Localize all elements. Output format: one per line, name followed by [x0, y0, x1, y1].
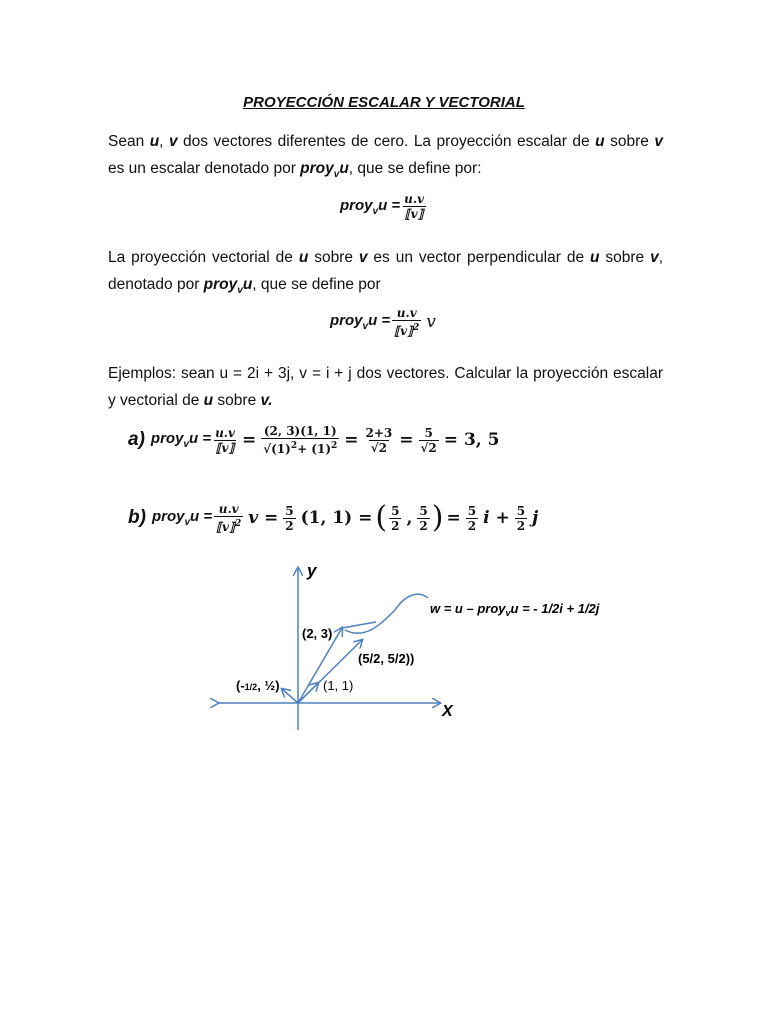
formula-vector-projection: proy$_v$u = $\frac{u.v}{⟦v⟧^2}$ v: [330, 306, 436, 338]
fraction: $\frac{2+3}{√2}$: [365, 425, 393, 455]
paragraph-vector-definition: La proyección vectorial de u sobre v es un vector perpendicular de u sobre v, denotado por proy$_v$u, que se define por: [108, 249, 663, 297]
example-b: b) proy$_v$u = $\frac{u.v}{⟦v⟧^2}$ v = $\frac{5}{2}$ (1, 1) = ( $\frac{5}{2}$ , $\frac{5}{2}$ ) = $\frac{5}{2}$ i + $\frac{5}{2}$ j: [128, 500, 539, 535]
vector-w: [282, 689, 298, 703]
point-v-label: (1, 1): [323, 678, 354, 693]
fraction: $\frac{5}{2}$: [391, 503, 400, 533]
fraction: $\frac{u.v}{⟦v⟧^2}$: [394, 306, 420, 338]
fraction: $\frac{5}{2}$: [285, 503, 294, 533]
fraction: $\frac{5}{2}$: [516, 503, 526, 533]
y-axis-label: y: [307, 561, 317, 580]
fraction: $\frac{u.v}{⟦v⟧^2}$: [216, 502, 242, 534]
fraction: $\frac{5}{2}$: [419, 503, 428, 533]
w-label: w = u – proy$_v$u = - 1/2i + 1/2j: [430, 601, 600, 618]
fraction: $\frac{u.v}{⟦v⟧}$: [404, 192, 425, 221]
point-u-label: (2, 3): [302, 626, 333, 641]
fraction: $\frac{5}{√2}$: [420, 425, 437, 455]
perpendicular-line: [342, 622, 376, 628]
fraction: $\frac{u.v}{⟦v⟧}$: [215, 425, 235, 455]
paragraph-examples: Ejemplos: sean u = 2i + 3j, v = i + j dos vectores. Calcular la proyección escalar y vectorial de u sobre v.: [108, 365, 663, 409]
callout-line: [345, 594, 428, 633]
paragraph-scalar-definition: Sean u, v dos vectores diferentes de cero. La proyección escalar de u sobre v es un escalar denotado por proy$_v$u, que se define por:: [108, 133, 663, 181]
point-projection-label: (5/2, 5/2)): [358, 651, 415, 666]
x-axis-label: X: [442, 703, 453, 720]
page-title: PROYECCIÓN ESCALAR Y VECTORIAL: [243, 94, 525, 111]
fraction: $\frac{5}{2}$: [467, 503, 477, 533]
formula-scalar-projection: proy$_v$u = $\frac{u.v}{⟦v⟧}$: [340, 192, 425, 221]
point-w-label: (-1/2, ½): [236, 678, 280, 693]
fraction: $\frac{(2, 3)(1, 1)}{√(1)^2+ (1)^2}$: [263, 424, 338, 456]
example-a: a) proy$_v$u = $\frac{u.v}{⟦v⟧}$ = $\frac{(2, 3)(1, 1)}{√(1)^2+ (1)^2}$ = $\frac{2+3}{√2}$ = $\frac{5}{√2}$ = 3, 5: [128, 424, 500, 456]
